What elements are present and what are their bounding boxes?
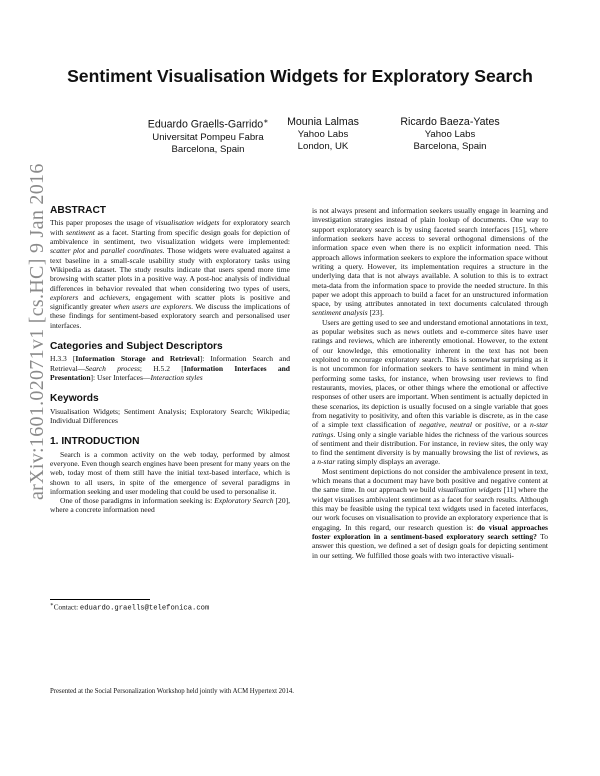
author-name: Ricardo Baeza-Yates [400,116,500,128]
author-footnote-mark: ∗ [263,119,269,125]
author-location: Barcelona, Spain [413,141,487,152]
paper-title: Sentiment Visualisation Widgets for Exploratory Search [67,66,533,86]
left-column [50,206,290,515]
arxiv-identifier: arXiv:1601.02071v1 [cs.HC] 9 Jan 2016 [26,163,48,500]
keywords-text: Visualisation Widgets; Sentiment Analysis; Exploratory Search; Wikipedia; Individual Differences [50,406,290,425]
right-paragraph-2: Users are getting used to see and understand emotional annotations in text, as popular websites such as news outlets and e-commerce sites have user ratings and reviews, which are inherently emotional. However, to the extent of our knowledge, this emotionality inherent in the text has not been exploited to encourage exploratory search. This is somewhat surprising as it is not uncommon for information seekers to have sentiment in mind when performing some tasks, for instance, when browsing user reviews to find restaurants, movies, places, or other things where the emotional or affective responses of other users are important. When sentiment is actually depicted in these scenarios, its depiction is usually focused on a single variable that goes from negativity to positivity, and often this variable is discrete, as in the case of a simple text classification of negative, neutral or positive, or a n-star ratings. Using only a single variable hides the richness of the various sources of sentiment and their distribution. For instance, in review sites, the only way to find the sentiment diversity is by manually browsing the list of reviews, as a n-star rating simply displays an average. [312,317,549,467]
author-location: London, UK [297,141,349,152]
abstract-heading: ABSTRACT [50,205,107,216]
intro-paragraph-2: One of those paradigms in information seeking is: Exploratory Search [20], where a concrete information need [50,496,290,515]
contact-email[interactable]: eduardo.graells@telefonica.com [79,604,210,613]
footnote-mark: ∗ [50,602,54,608]
abstract-text: This paper proposes the usage of visualisation widgets for exploratory search with sentiment as a facet. Starting from specific design goals for depiction of ambivalence in sentiment, two visualization widgets were implemented: scatter plot and parallel coordinates. Those widgets were evaluated against a text baseline in a small-scale usability study with exploratory tasks using Wikipedia as dataset. The study results indicate that users spend more time browsing with scatter plots in a positive way. A post-hoc analysis of individual differences in behavior revealed that when considering two types of users, explorers and achievers, engagement with scatter plots is positive and significantly greater when users are explorers. We discuss the implications of these findings for sentiment-based exploratory search and personalised user interfaces. [50,218,291,330]
categories-text: H.3.3 [Information Storage and Retrieval]: Information Search and Retrieval—Search process; H.5.2 [Information Interfaces and Presentation]: User Interfaces—Interaction styles [50,354,291,382]
author-affiliation: Yahoo Labs [297,129,349,140]
author-location: Barcelona, Spain [171,143,245,155]
author-block-3 [360,116,540,153]
author-affiliation: Yahoo Labs [424,129,476,140]
right-paragraph-3: Most sentiment depictions do not consider the ambivalence present in text, which means that a document may have both positive and negative content at the same time. In our approach we build visualisation widgets [11] where the widget visualises ambivalent sentiment as a facet for search results. Although this may be feasible using the typical text widgets used in faceted interfaces, our work focuses on visualisation to provide an exploratory experience that is engaging. In this regard, our research question is: do visual approaches foster exploration in a sentiment-based exploratory search setting? To answer this question, we defined a set of design goals for depicting sentiment in our setting. We fulfilled those goals with two interactive visuali- [312,466,549,560]
intro-paragraph-1: Search is a common activity on the web today, performed by almost everyone. Even though search engines have been present for many years on the web, today most of them still have the initial text-based interface, which is shown to all users, in spite of the emergence of several paradigms in information seeking and user modeling that could be used to personalise it. [50,449,290,496]
author-affiliation: Universitat Pompeu Fabra [152,131,264,143]
contact-footnote: ∗Contact: eduardo.graells@telefonica.com [50,602,210,613]
author-name: Eduardo Graells-Garrido [147,118,264,131]
footnote-rule [50,599,150,600]
keywords-heading: Keywords [50,393,99,405]
right-column [312,206,548,560]
introduction-heading: 1. INTRODUCTION [50,436,140,448]
right-paragraph-1: is not always present and information seekers usually engage in learning and investigation strategies instead of plain lookup of documents. One way to support exploratory search is by using faceted search interfaces [15], where information seekers have access to several orthogonal dimensions of the information space even when there is no explicit information need. This approach allows information seekers to explore the information space without writing a query. However, its implementation requires a structure in the underlying data that is not always available. A solution to this is to extract meta-data from the information space to provide the needed structure. In this paper we adopt this approach to build a facet for an unstructured information space, by using attributes annotated in text documents calculated through sentiment analysis [23]. [312,206,548,318]
categories-heading: Categories and Subject Descriptors [50,341,223,353]
author-name: Mounia Lalmas [287,116,359,128]
venue-note: Presented at the Social Personalization Workshop held jointly with ACM Hypertext 2014. [50,688,294,695]
